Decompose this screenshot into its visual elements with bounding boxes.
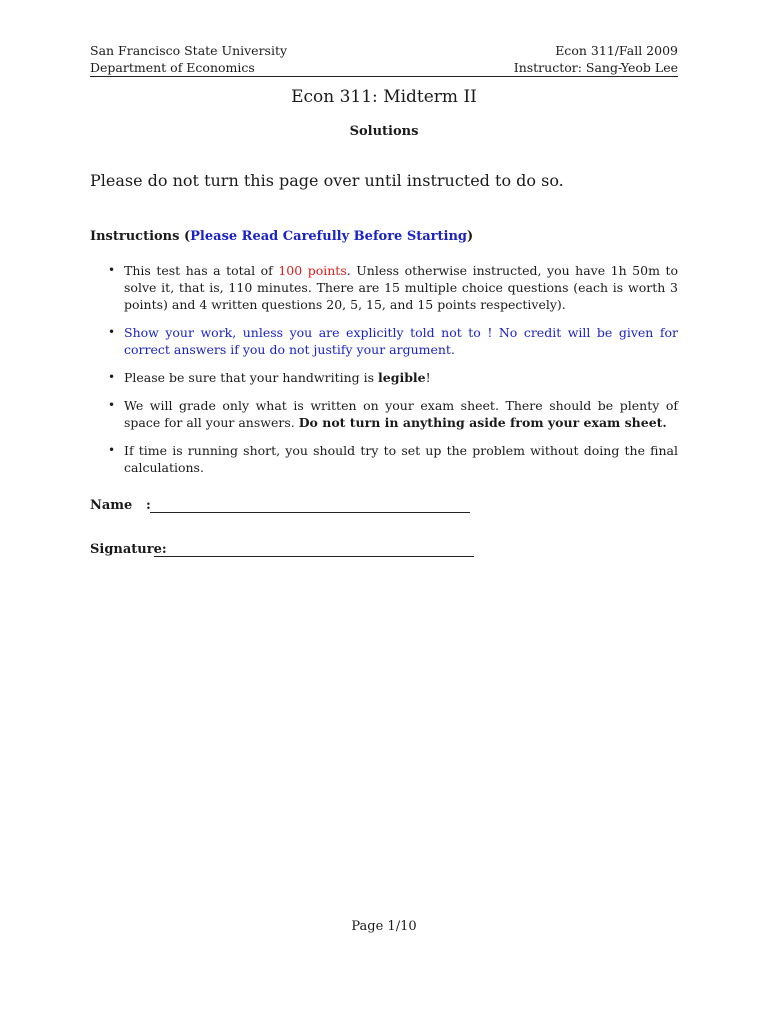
department-name: Department of Economics <box>90 60 255 75</box>
name-input-line[interactable] <box>150 512 470 513</box>
page-header <box>90 40 678 77</box>
bold-text: legible <box>378 370 426 385</box>
page-number: Page 1/10 <box>351 919 417 934</box>
bullet-text: We will grade only what is written on your exam sheet. There should be plenty of space for all your answers. <box>124 398 678 430</box>
list-item <box>108 324 678 358</box>
bullet-icon: • <box>108 370 116 384</box>
bullet-text: This test has a total of <box>124 263 279 278</box>
university-name: San Francisco State University <box>90 43 288 58</box>
instructions-list <box>108 262 678 487</box>
header-right <box>514 42 678 76</box>
heading-close-paren: ) <box>467 229 474 244</box>
bullet-text: . Unless otherwise instructed, you have 1h 50m to solve it, that is, 110 minutes. There are 15 multiple choice questions (each is worth 3 points) and 4 written questions 20, 5, 15, and 15 points respectively). <box>124 263 679 312</box>
header-left <box>90 42 287 76</box>
list-item <box>108 262 678 313</box>
bullet-text: If time is running short, you should try to set up the problem without doing the final calculations. <box>124 443 678 475</box>
exam-subtitle: Solutions <box>349 124 419 139</box>
list-item <box>108 442 678 476</box>
instructions-highlight: Please Read Carefully Before Starting <box>190 229 468 244</box>
name-field <box>90 497 151 515</box>
heading-open-paren: ( <box>184 229 191 244</box>
signature-label: Signature: <box>90 542 167 557</box>
bold-text: Do not turn in anything aside from your exam sheet. <box>298 415 667 430</box>
exam-title: Econ 311: Midterm II <box>291 87 477 107</box>
course-name: Econ 311/Fall 2009 <box>555 43 678 58</box>
bullet-text: Show your work, unless you are explicitly told not to ! No credit will be given for correct answers if you do not justify your argument. <box>124 325 678 357</box>
bullet-text: ! <box>425 370 431 385</box>
list-item <box>108 397 678 431</box>
name-label: Name <box>90 498 133 513</box>
exam-page <box>90 0 678 1024</box>
bullet-text: Please be sure that your handwriting is <box>124 370 378 385</box>
bullet-icon: • <box>108 263 116 277</box>
list-item <box>108 369 678 386</box>
bullet-icon: • <box>108 443 116 457</box>
notice-text: Please do not turn this page over until instructed to do so. <box>90 171 564 190</box>
instructor-name: Instructor: Sang-Yeob Lee <box>513 60 678 75</box>
points-highlight: 100 points <box>278 263 347 278</box>
bullet-icon: • <box>108 398 116 412</box>
name-colon: : <box>146 498 151 513</box>
instructions-heading <box>90 228 473 246</box>
signature-input-line[interactable] <box>154 556 474 557</box>
instructions-label: Instructions <box>90 229 180 244</box>
bullet-icon: • <box>108 325 116 339</box>
